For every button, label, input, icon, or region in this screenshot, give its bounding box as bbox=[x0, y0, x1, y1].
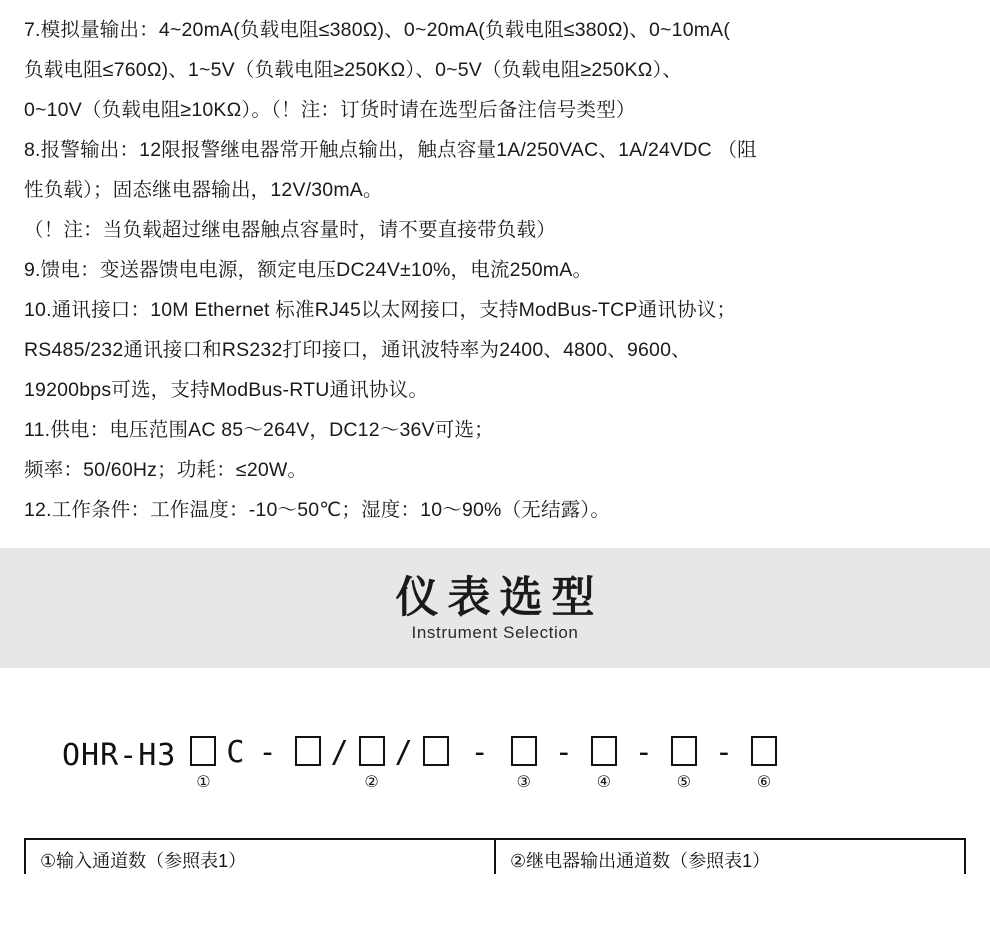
model-marker-3: ③ bbox=[516, 774, 531, 791]
spec-line: 8.报警输出：12限报警继电器常开触点输出，触点容量1A/250VAC、1A/24VDC （阻 bbox=[24, 139, 757, 161]
model-marker-5: ⑤ bbox=[676, 774, 691, 791]
section-subtitle: Instrument Selection bbox=[411, 623, 579, 642]
section-title: 仪表选型 bbox=[395, 574, 604, 622]
model-slot-6[interactable] bbox=[746, 736, 782, 794]
model-box-2b[interactable] bbox=[359, 736, 385, 766]
model-box-5[interactable] bbox=[671, 736, 697, 766]
spec-line: 频率：50/60Hz；功耗：≤20W。 bbox=[24, 459, 308, 481]
model-dash-1: - bbox=[258, 735, 277, 770]
model-marker-2: ② bbox=[364, 774, 379, 791]
model-slot-3[interactable] bbox=[506, 736, 542, 794]
model-slot-2a[interactable] bbox=[290, 736, 326, 794]
model-prefix: OHR-H3 bbox=[62, 738, 177, 773]
model-dash-4: - bbox=[634, 735, 653, 770]
model-letter-c: C bbox=[226, 735, 245, 770]
model-dash-3: - bbox=[554, 735, 573, 770]
model-marker-1: ① bbox=[196, 774, 211, 791]
spec-line: 19200bps可选，支持ModBus-RTU通讯协议。 bbox=[24, 379, 429, 401]
spec-line: 9.馈电：变送器馈电电源，额定电压DC24V±10%，电流250mA。 bbox=[24, 259, 593, 281]
spec-line: 性负载）；固态继电器输出，12V/30mA。 bbox=[24, 179, 383, 201]
model-code-area bbox=[0, 668, 990, 874]
spec-line: RS485/232通讯接口和RS232打印接口，通讯波特率为2400、4800、9600、 bbox=[24, 339, 691, 361]
model-slot-5[interactable] bbox=[666, 736, 702, 794]
model-slot-2c[interactable] bbox=[418, 736, 454, 794]
spec-line: （！注：当负载超过继电器触点容量时，请不要直接带负载） bbox=[24, 219, 556, 241]
selection-table-header-1: ①输入通道数（参照表1） bbox=[40, 851, 247, 871]
model-box-3[interactable] bbox=[511, 736, 537, 766]
spec-line: 0~10V（负载电阻≥10KΩ）。（！注：订货时请在选型后备注信号类型） bbox=[24, 99, 636, 121]
model-box-2c[interactable] bbox=[423, 736, 449, 766]
model-slot-1-group bbox=[182, 736, 224, 794]
model-marker-4: ④ bbox=[596, 774, 611, 791]
model-slot-4[interactable] bbox=[586, 736, 622, 794]
model-box-2a[interactable] bbox=[295, 736, 321, 766]
spec-line: 10.通讯接口：10M Ethernet 标准RJ45以太网接口，支持ModBus-TCP通讯协议； bbox=[24, 299, 737, 321]
section-gap bbox=[0, 530, 990, 548]
model-slash-1: / bbox=[330, 735, 349, 770]
section-banner bbox=[0, 548, 990, 668]
model-code-row bbox=[0, 736, 990, 794]
spec-line: 7.模拟量输出：4~20mA(负载电阻≤380Ω)、0~20mA(负载电阻≤380Ω)、0~10mA( bbox=[24, 19, 731, 41]
selection-table bbox=[24, 838, 966, 874]
selection-table-header-2: ②继电器输出通道数（参照表1） bbox=[494, 840, 964, 874]
spec-line: 11.供电：电压范围AC 85～264V，DC12～36V可选； bbox=[24, 419, 494, 441]
model-dash-5: - bbox=[714, 735, 733, 770]
model-dash-2: - bbox=[470, 735, 489, 770]
model-box-1[interactable] bbox=[190, 736, 216, 766]
model-box-6[interactable] bbox=[751, 736, 777, 766]
model-slot-2-group bbox=[287, 736, 457, 794]
model-slot-2b[interactable] bbox=[354, 736, 390, 794]
model-slot-1[interactable] bbox=[185, 736, 221, 794]
spec-line: 12.工作条件：工作温度：-10～50℃；湿度：10～90%（无结露）。 bbox=[24, 499, 611, 521]
spec-line: 负载电阻≤760Ω)、1~5V（负载电阻≥250KΩ）、0~5V（负载电阻≥250KΩ）、 bbox=[24, 59, 683, 81]
model-marker-6: ⑥ bbox=[756, 774, 772, 791]
model-slash-2: / bbox=[394, 735, 413, 770]
model-box-4[interactable] bbox=[591, 736, 617, 766]
